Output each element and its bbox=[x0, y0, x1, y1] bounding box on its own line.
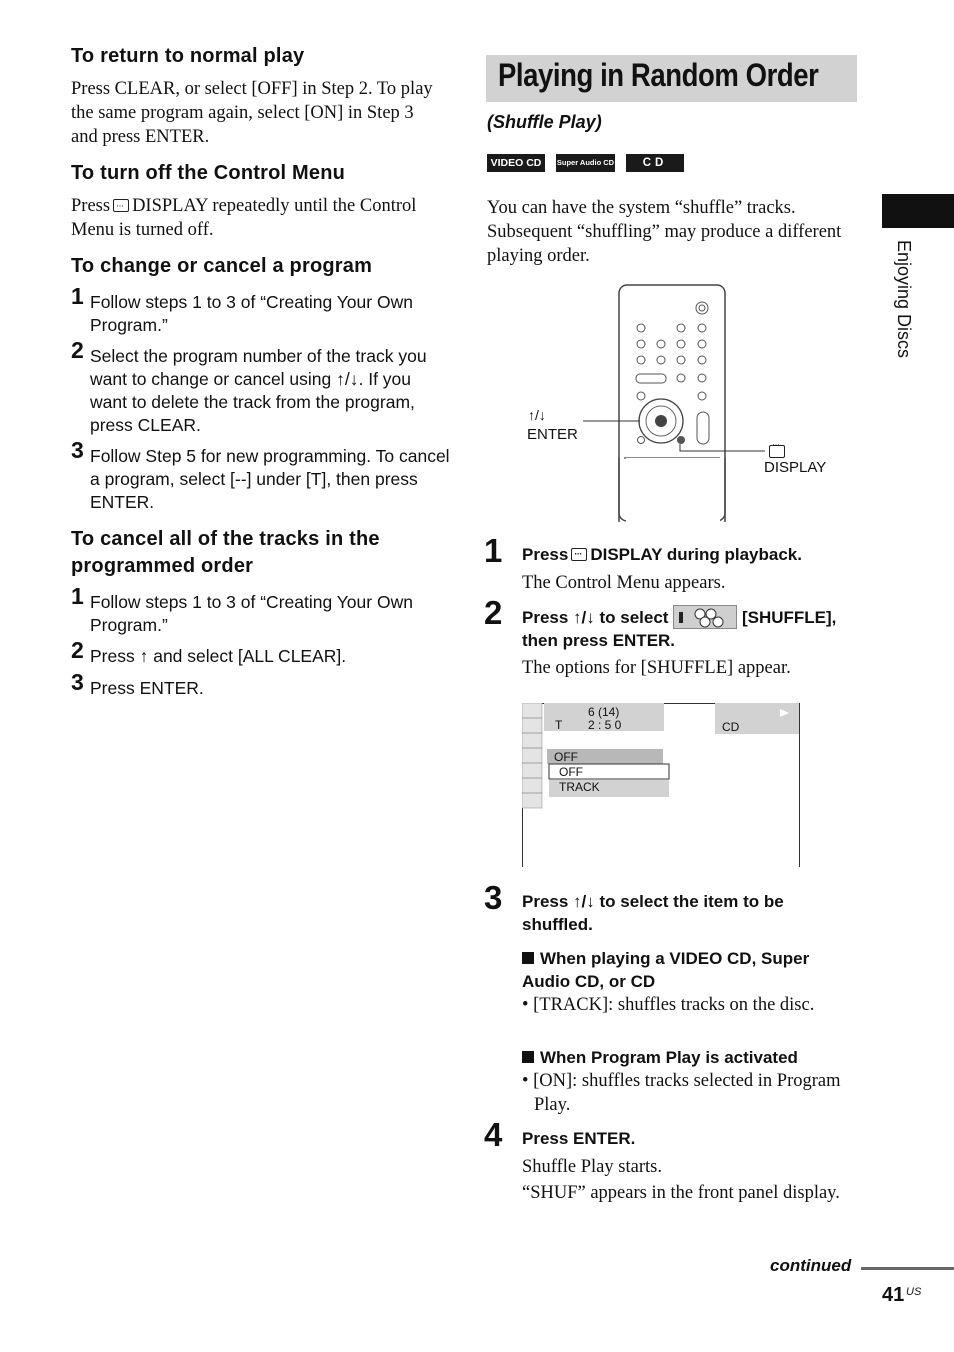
cd-badge: CD bbox=[626, 154, 684, 172]
step-1-number: 1 bbox=[484, 532, 503, 569]
step-2-number: 2 bbox=[484, 594, 503, 631]
step-3-subheading-1: When playing a VIDEO CD, Super Audio CD, or CD bbox=[522, 949, 810, 991]
side-tab-label: Enjoying Discs bbox=[894, 240, 914, 359]
osd-t-label: T bbox=[555, 718, 563, 732]
remote-display-label: DISPLAY bbox=[764, 459, 827, 476]
video-cd-badge: VIDEO CD bbox=[487, 154, 545, 172]
subtitle: (Shuffle Play) bbox=[487, 112, 602, 132]
osd-option-off: OFF bbox=[559, 765, 583, 779]
heading-change-program: To change or cancel a program bbox=[71, 255, 373, 277]
turn-off-menu-text: Press··· DISPLAY repeatedly until the Control Menu is turned off. bbox=[71, 194, 443, 242]
page-number-suffix: US bbox=[906, 1286, 922, 1298]
step-4-body-1: Shuffle Play starts. bbox=[522, 1157, 662, 1177]
display-icon bbox=[571, 548, 587, 561]
control-menu-screen bbox=[522, 703, 800, 867]
step-4-number: 4 bbox=[484, 1116, 503, 1153]
side-tab-marker bbox=[882, 194, 954, 228]
step-2-body: The options for [SHUFFLE] appear. bbox=[522, 658, 791, 678]
step-3-number: 3 bbox=[484, 879, 503, 916]
step-3-item-2: • [ON]: shuffles tracks selected in Program Play. bbox=[522, 1071, 841, 1115]
step-4-body-2: “SHUF” appears in the front panel display. bbox=[522, 1183, 840, 1203]
step-4-heading: Press ENTER. bbox=[522, 1129, 636, 1148]
osd-option-track: TRACK bbox=[559, 780, 600, 794]
osd-track-info: 6 (14) bbox=[588, 705, 620, 719]
super-audio-cd-badge: Super Audio CD bbox=[556, 154, 615, 172]
display-icon bbox=[113, 199, 129, 212]
remote-arrows-label: ↑/↓ bbox=[528, 407, 546, 423]
step-1-heading: Press··· DISPLAY during playback. bbox=[522, 543, 802, 566]
intro-text: You can have the system “shuffle” tracks. Subsequent “shuffling” may produce a different playing order. bbox=[487, 198, 842, 266]
remote-enter-label: ENTER bbox=[527, 426, 578, 443]
heading-cancel-all: To cancel all of the tracks in the programmed order bbox=[71, 528, 380, 577]
step-1-body: The Control Menu appears. bbox=[522, 573, 726, 593]
continued-label: continued bbox=[770, 1256, 852, 1275]
square-bullet-icon bbox=[522, 952, 534, 964]
page-number: 41 bbox=[882, 1284, 905, 1306]
heading-turn-off-menu: To turn off the Control Menu bbox=[71, 162, 346, 184]
step-2-heading: Press ↑/↓ to select [SHUFFLE], then press ENTER. bbox=[522, 605, 862, 652]
osd-time: 2 : 5 0 bbox=[588, 718, 622, 732]
osd-disc-type: CD bbox=[722, 720, 740, 734]
step-3-subheading-2: When Program Play is activated bbox=[522, 1046, 852, 1069]
page-title: Playing in Random Order bbox=[498, 57, 819, 93]
heading-return-normal: To return to normal play bbox=[71, 45, 305, 67]
continued-rule bbox=[861, 1267, 954, 1270]
square-bullet-icon bbox=[522, 1051, 534, 1063]
return-normal-text: Press CLEAR, or select [OFF] in Step 2. To play the same program again, select [ON] in Step 3 and press ENTER. bbox=[71, 79, 433, 147]
shuffle-icon bbox=[673, 605, 737, 629]
remote-illustration bbox=[520, 282, 860, 524]
step-3-heading: Press ↑/↓ to select the item to be shuffled. bbox=[522, 892, 784, 934]
osd-current-value: OFF bbox=[554, 750, 578, 764]
step-3-item-1: • [TRACK]: shuffles tracks on the disc. bbox=[522, 995, 815, 1015]
